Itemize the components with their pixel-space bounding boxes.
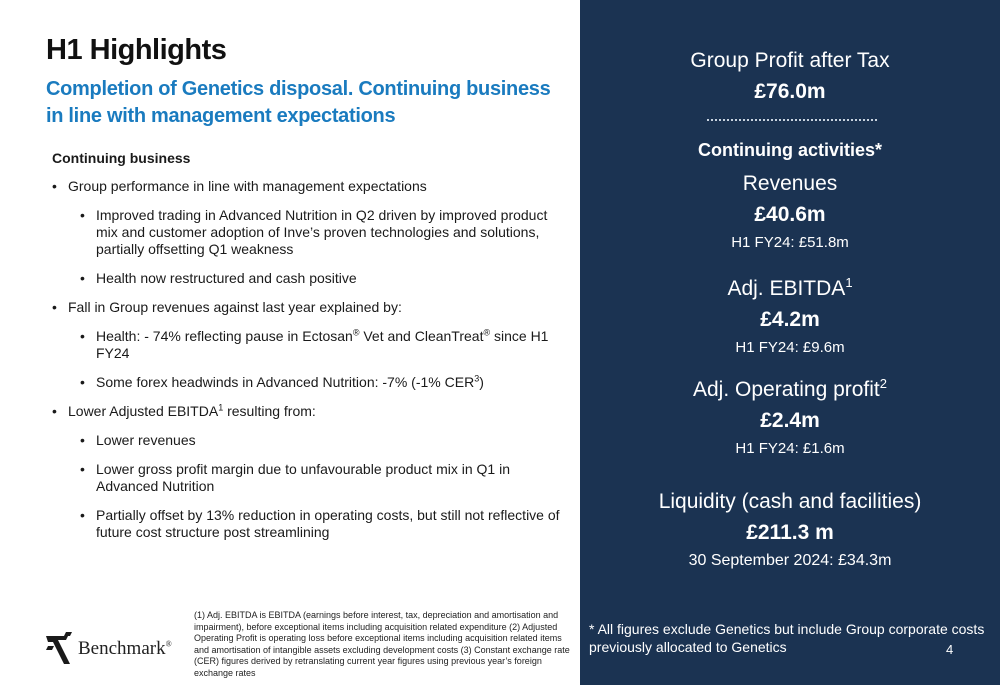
bullet-cost-reduction: • Partially offset by 13% reduction in operating costs, but still not reflective of future cost structure post streamlining [52,507,572,541]
registered-mark: ® [483,327,491,338]
text-run: resulting from: [223,403,316,419]
footnote-ref: 2 [879,376,887,391]
footnote: (1) Adj. EBITDA is EBITDA (earnings before interest, tax, depreciation and amortisation and impairment), before exceptional items including acquisition related expenditure (2) Adjusted Operating Profit is operating loss before exceptional items including acquisition related items and amortisation of intangible assets excluding development costs (3) Constant exchange rate (CER) figures derived by retranslating current year figures using previous year’s foreign exchange rates [194,610,570,678]
kpi-operating-profit [580,377,1000,460]
op-label [580,377,1000,403]
text-run: Vet and CleanTreat [359,328,484,344]
bullet-advanced-nutrition-trading: • Improved trading in Advanced Nutrition in Q2 driven by improved product mix and customer adoption of Inve’s proven technologies and solutions, partially offsetting Q1 weakness [52,207,572,258]
revenues-label: Revenues [742,172,838,195]
liquidity-label: Liquidity (cash and facilities) [658,490,922,513]
bullet-group-performance: • Group performance in line with management expectations [52,178,572,195]
bullet-forex-headwinds [52,374,572,391]
liquidity-value: £211.3 m [746,521,834,544]
logo-name: Benchmark [78,638,166,659]
registered-mark: ® [165,639,172,649]
page-title: H1 Highlights [46,34,227,66]
text-run: Some forex headwinds in Advanced Nutrition: -7% (-1% CER [96,374,475,390]
page-subtitle: Completion of Genetics disposal. Continuing business in line with management expectations [46,78,551,127]
profit-value: £76.0m [754,80,826,103]
revenues-prior: H1 FY24: £51.8m [731,234,849,251]
bullet-gross-margin: • Lower gross profit margin due to unfavourable product mix in Q1 in Advanced Nutrition [52,461,572,495]
benchmark-logo-icon [44,630,74,666]
ebitda-label [580,276,1000,302]
text-run: Adj. Operating profit [693,378,880,401]
footnote-ref: 3 [474,373,480,384]
bullet-revenue-fall: • Fall in Group revenues against last year explained by: [52,299,572,316]
text-run: Lower Adjusted EBITDA [68,403,219,419]
ebitda-prior: H1 FY24: £9.6m [735,339,845,356]
figures-note: * All figures exclude Genetics but include Group corporate costs previously allocated to Genetics [589,621,985,655]
bullet-health-decline [52,328,572,362]
text-run: Adj. EBITDA [727,277,846,300]
text-run: since H1 FY24 [96,328,549,361]
page-number: 4 [946,642,954,657]
kpi-revenues [580,171,1000,254]
text-run: ) [479,374,484,390]
continuing-heading: Continuing activities* [697,140,883,160]
bullet-health-restructured: • Health now restructured and cash positive [52,270,572,287]
registered-mark: ® [352,327,360,338]
logo-wordmark [78,638,172,660]
liquidity-prior: 30 September 2024: £34.3m [688,552,892,569]
bullet-lower-revenues: • Lower revenues [52,432,572,449]
bullet-lower-ebitda [52,403,572,420]
footnote-ref: 1 [845,275,853,290]
op-prior: H1 FY24: £1.6m [735,440,845,457]
ebitda-value: £4.2m [760,308,820,331]
text-run: Health: - 74% reflecting pause in Ectosan [96,328,353,344]
bullet-content [52,150,572,553]
op-value: £2.4m [760,409,820,432]
section-heading: Continuing business [52,150,191,166]
kpi-panel [580,0,1000,685]
profit-label: Group Profit after Tax [690,49,890,72]
revenues-value: £40.6m [754,203,826,226]
kpi-ebitda [580,276,1000,359]
benchmark-logo [44,630,174,666]
footnote-ref: 1 [218,402,224,413]
kpi-liquidity [580,489,1000,572]
dotted-divider [707,119,877,121]
kpi-profit [580,48,1000,106]
